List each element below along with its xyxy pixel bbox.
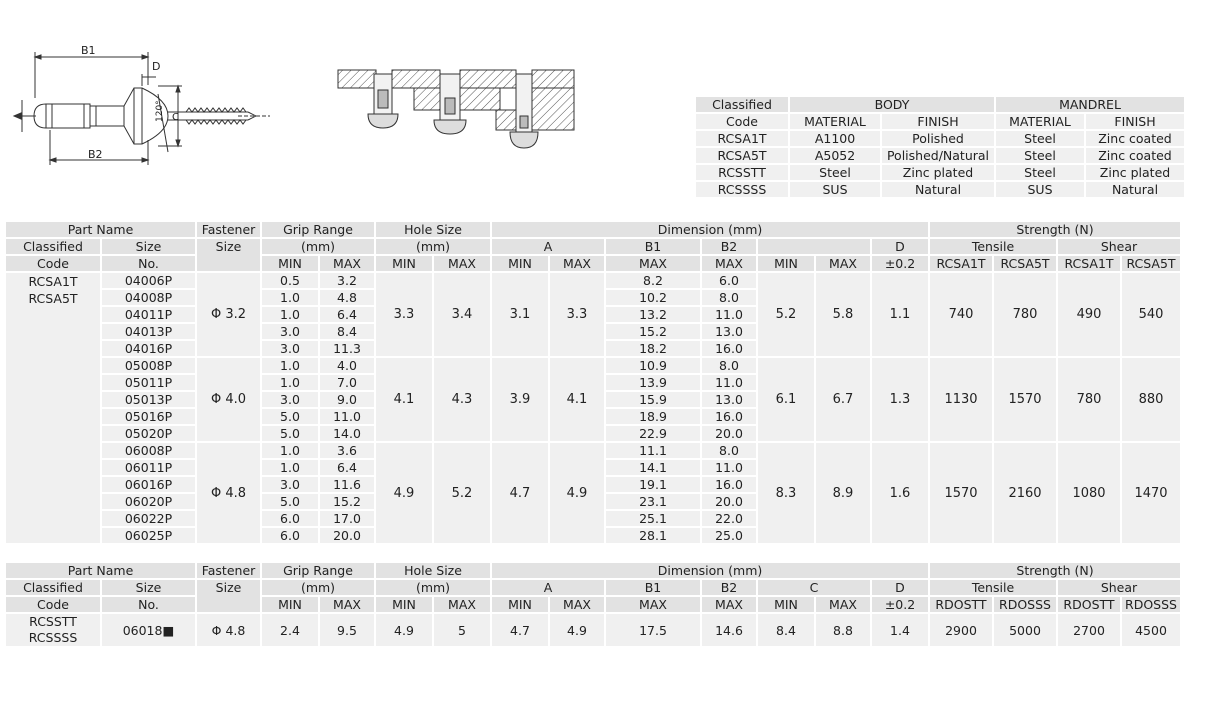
hdr-b2: B2: [702, 580, 756, 595]
hole-max-cell: 5: [434, 614, 490, 646]
grip-max-cell: 14.0: [320, 426, 374, 441]
hdr-classified: Classified: [6, 580, 100, 595]
hdr-b1: B1: [606, 239, 700, 254]
a-min-cell: 3.9: [492, 358, 548, 441]
cell: RCSA5T: [696, 148, 788, 163]
hole-min-cell: 3.3: [376, 273, 432, 356]
tensile-rcsa5t-cell: 1570: [994, 358, 1056, 441]
material-row: [696, 182, 1184, 197]
hdr-grip-range: Grip Range: [262, 222, 374, 237]
hdr-rdostt: RDOSTT: [1058, 597, 1120, 612]
hdr-classified: Classified: [696, 97, 788, 112]
grip-min-cell: 3.0: [262, 341, 318, 356]
tensile-1-cell: 2900: [930, 614, 992, 646]
b2-cell: 16.0: [702, 477, 756, 492]
hdr-dimension: Dimension (mm): [492, 222, 928, 237]
b2-cell: 14.6: [702, 614, 756, 646]
c-max-cell: 5.8: [816, 273, 870, 356]
grip-min-cell: 6.0: [262, 511, 318, 526]
cell: Zinc plated: [1086, 165, 1184, 180]
c-min-cell: 6.1: [758, 358, 814, 441]
b1-cell: 10.9: [606, 358, 700, 373]
c-max-cell: 6.7: [816, 358, 870, 441]
tensile-rcsa5t-cell: 2160: [994, 443, 1056, 543]
grip-max-cell: 17.0: [320, 511, 374, 526]
cell: Polished: [882, 131, 994, 146]
hdr-mandrel-material: MATERIAL: [996, 114, 1084, 129]
tensile-rcsa1t-cell: 1570: [930, 443, 992, 543]
grip-min-cell: 0.5: [262, 273, 318, 288]
hdr-rcsa5t: RCSA5T: [994, 256, 1056, 271]
hdr-code: Code: [6, 597, 100, 612]
cell: Steel: [996, 165, 1084, 180]
b1-cell: 10.2: [606, 290, 700, 305]
size-cell: 05011P: [102, 375, 195, 390]
hdr-rcsa1t: RCSA1T: [1058, 256, 1120, 271]
material-row: [696, 148, 1184, 163]
b2-cell: 25.0: [702, 528, 756, 543]
hdr-code: Code: [696, 114, 788, 129]
grip-max-cell: 9.5: [320, 614, 374, 646]
b1-cell: 19.1: [606, 477, 700, 492]
a-max-cell: 3.3: [550, 273, 604, 356]
grip-max-cell: 11.0: [320, 409, 374, 424]
size-cell: 06020P: [102, 494, 195, 509]
installation-cross-section: [336, 68, 580, 152]
hdr-mandrel-finish: FINISH: [1086, 114, 1184, 129]
b1-cell: 11.1: [606, 443, 700, 458]
size-cell: 04016P: [102, 341, 195, 356]
c-max-cell: 8.8: [816, 614, 870, 646]
shear-rcsa1t-cell: 780: [1058, 358, 1120, 441]
hdr-hole-size: Hole Size: [376, 222, 490, 237]
cell: RCSSSS: [696, 182, 788, 197]
b2-cell: 11.0: [702, 460, 756, 475]
b2-cell: 20.0: [702, 426, 756, 441]
d-cell: 1.1: [872, 273, 928, 356]
hdr-max: MAX: [606, 256, 700, 271]
b1-cell: 15.2: [606, 324, 700, 339]
hdr-classified: Classified: [6, 239, 100, 254]
hdr-size: Size: [102, 580, 195, 595]
hdr-part-name: Part Name: [6, 222, 195, 237]
hdr-tol: ±0.2: [872, 256, 928, 271]
hdr-hole-unit: (mm): [376, 239, 490, 254]
hdr-body-material: MATERIAL: [790, 114, 880, 129]
hdr-b2: B2: [702, 239, 756, 254]
hdr-mandrel: MANDREL: [996, 97, 1184, 112]
size-cell: 04013P: [102, 324, 195, 339]
grip-min-cell: 1.0: [262, 358, 318, 373]
fastener-cell: Φ 4.0: [197, 358, 260, 441]
b2-cell: 8.0: [702, 290, 756, 305]
c-min-cell: 5.2: [758, 273, 814, 356]
d-cell: 1.6: [872, 443, 928, 543]
grip-min-cell: 3.0: [262, 392, 318, 407]
a-min-cell: 4.7: [492, 443, 548, 543]
hdr-rcsa1t: RCSA1T: [930, 256, 992, 271]
cell: SUS: [790, 182, 880, 197]
grip-max-cell: 20.0: [320, 528, 374, 543]
table-row: [6, 273, 1180, 288]
hdr-tol: ±0.2: [872, 597, 928, 612]
size-cell: 06025P: [102, 528, 195, 543]
b1-cell: 25.1: [606, 511, 700, 526]
hdr-strength: Strength (N): [930, 563, 1180, 578]
hdr-grip-unit: (mm): [262, 580, 374, 595]
code-cell: [6, 614, 100, 646]
hdr-body: BODY: [790, 97, 994, 112]
b1-cell: 8.2: [606, 273, 700, 288]
hdr-max: MAX: [702, 597, 756, 612]
cell: Steel: [996, 148, 1084, 163]
classified-code: RCSA5T: [28, 291, 78, 306]
grip-max-cell: 3.6: [320, 443, 374, 458]
b2-cell: 13.0: [702, 324, 756, 339]
hdr-max: MAX: [320, 256, 374, 271]
hdr-shear: Shear: [1058, 239, 1180, 254]
grip-min-cell: 1.0: [262, 290, 318, 305]
table-row: [6, 443, 1180, 458]
cell: Zinc plated: [882, 165, 994, 180]
grip-max-cell: 11.3: [320, 341, 374, 356]
hdr-max: MAX: [606, 597, 700, 612]
grip-max-cell: 6.4: [320, 307, 374, 322]
hdr-max: MAX: [434, 597, 490, 612]
cell: RCSA1T: [696, 131, 788, 146]
grip-min-cell: 5.0: [262, 494, 318, 509]
b1-cell: 13.2: [606, 307, 700, 322]
classified-code-cell: [6, 273, 100, 543]
b2-cell: 13.0: [702, 392, 756, 407]
grip-max-cell: 9.0: [320, 392, 374, 407]
hdr-rdostt: RDOSTT: [930, 597, 992, 612]
fastener-cell: Φ 4.8: [197, 614, 260, 646]
a-min-cell: 4.7: [492, 614, 548, 646]
hdr-a: A: [492, 239, 604, 254]
hdr-fastener: Fastener: [197, 222, 260, 237]
cell: Natural: [1086, 182, 1184, 197]
hdr-rcsa5t: RCSA5T: [1122, 256, 1180, 271]
hole-min-cell: 4.9: [376, 614, 432, 646]
hdr-min: MIN: [376, 256, 432, 271]
grip-min-cell: 5.0: [262, 426, 318, 441]
hdr-min: MIN: [376, 597, 432, 612]
b2-cell: 6.0: [702, 273, 756, 288]
d-cell: 1.4: [872, 614, 928, 646]
grip-max-cell: 8.4: [320, 324, 374, 339]
hdr-grip-unit: (mm): [262, 239, 374, 254]
label-b1: B1: [81, 44, 96, 57]
grip-min-cell: 1.0: [262, 443, 318, 458]
b1-cell: 14.1: [606, 460, 700, 475]
shear-rcsa1t-cell: 490: [1058, 273, 1120, 356]
d-cell: 1.3: [872, 358, 928, 441]
b2-cell: 16.0: [702, 409, 756, 424]
grip-min-cell: 2.4: [262, 614, 318, 646]
hdr-tensile: Tensile: [930, 239, 1056, 254]
cell: Zinc coated: [1086, 131, 1184, 146]
hdr-min: MIN: [758, 256, 814, 271]
tensile-rcsa1t-cell: 1130: [930, 358, 992, 441]
b2-cell: 11.0: [702, 307, 756, 322]
b2-cell: 8.0: [702, 443, 756, 458]
size-cell: 05020P: [102, 426, 195, 441]
b2-cell: 16.0: [702, 341, 756, 356]
hole-max-cell: 3.4: [434, 273, 490, 356]
hdr-fastener-size: Size: [197, 580, 260, 612]
label-d: D: [152, 60, 161, 73]
hdr-d: D: [872, 580, 928, 595]
c-min-cell: 8.3: [758, 443, 814, 543]
hdr-max: MAX: [434, 256, 490, 271]
b1-cell: 13.9: [606, 375, 700, 390]
size-cell: 04011P: [102, 307, 195, 322]
c-max-cell: 8.9: [816, 443, 870, 543]
grip-min-cell: 6.0: [262, 528, 318, 543]
grip-max-cell: 4.8: [320, 290, 374, 305]
hdr-rdosss: RDOSSS: [994, 597, 1056, 612]
hdr-fastener-size: Size: [197, 239, 260, 271]
classified-code: RCSA1T: [28, 274, 78, 289]
size-cell: 05008P: [102, 358, 195, 373]
a-max-cell: 4.9: [550, 614, 604, 646]
cell: Natural: [882, 182, 994, 197]
fastener-cell: Φ 4.8: [197, 443, 260, 543]
cell: SUS: [996, 182, 1084, 197]
cell: Steel: [790, 165, 880, 180]
shear-2-cell: 4500: [1122, 614, 1180, 646]
hdr-code: Code: [6, 256, 100, 271]
b2-cell: 22.0: [702, 511, 756, 526]
b2-cell: 11.0: [702, 375, 756, 390]
hole-min-cell: 4.1: [376, 358, 432, 441]
cell: Polished/Natural: [882, 148, 994, 163]
label-c: C: [172, 112, 179, 123]
grip-min-cell: 5.0: [262, 409, 318, 424]
hdr-hole-size: Hole Size: [376, 563, 490, 578]
shear-rcsa5t-cell: 1470: [1122, 443, 1180, 543]
hdr-max: MAX: [320, 597, 374, 612]
code-1: RCSSTT: [29, 614, 77, 629]
hdr-hole-unit: (mm): [376, 580, 490, 595]
size-cell: 04008P: [102, 290, 195, 305]
grip-max-cell: 11.6: [320, 477, 374, 492]
code-2: RCSSSS: [28, 630, 78, 645]
size-cell: 06008P: [102, 443, 195, 458]
shear-rcsa5t-cell: 880: [1122, 358, 1180, 441]
hdr-rdosss: RDOSSS: [1122, 597, 1180, 612]
a-min-cell: 3.1: [492, 273, 548, 356]
spec-table-stainless: [4, 561, 1182, 648]
hole-max-cell: 4.3: [434, 358, 490, 441]
size-cell: 05016P: [102, 409, 195, 424]
hdr-max: MAX: [816, 256, 870, 271]
hdr-c: C: [758, 580, 870, 595]
size-cell: 04006P: [102, 273, 195, 288]
hdr-min: MIN: [262, 597, 318, 612]
hdr-tensile: Tensile: [930, 580, 1056, 595]
rivet-dimension-drawing: [8, 40, 278, 175]
hdr-d: D: [872, 239, 928, 254]
grip-min-cell: 1.0: [262, 460, 318, 475]
hdr-max: MAX: [816, 597, 870, 612]
grip-min-cell: 1.0: [262, 375, 318, 390]
materials-table: [694, 95, 1186, 199]
hdr-min: MIN: [262, 256, 318, 271]
b1-cell: 28.1: [606, 528, 700, 543]
b2-cell: 20.0: [702, 494, 756, 509]
cell: Zinc coated: [1086, 148, 1184, 163]
size-cell: 06016P: [102, 477, 195, 492]
hdr-part-name: Part Name: [6, 563, 195, 578]
hdr-min: MIN: [492, 597, 548, 612]
hdr-fastener: Fastener: [197, 563, 260, 578]
grip-min-cell: 3.0: [262, 324, 318, 339]
b1-cell: 17.5: [606, 614, 700, 646]
table-row: [6, 358, 1180, 373]
grip-max-cell: 3.2: [320, 273, 374, 288]
tensile-2-cell: 5000: [994, 614, 1056, 646]
grip-min-cell: 3.0: [262, 477, 318, 492]
cell: A5052: [790, 148, 880, 163]
hdr-max: MAX: [550, 597, 604, 612]
size-cell: 06011P: [102, 460, 195, 475]
hdr-strength: Strength (N): [930, 222, 1180, 237]
hole-max-cell: 5.2: [434, 443, 490, 543]
b2-cell: 8.0: [702, 358, 756, 373]
grip-max-cell: 15.2: [320, 494, 374, 509]
hdr-size: Size: [102, 239, 195, 254]
b1-cell: 23.1: [606, 494, 700, 509]
size-cell: 06022P: [102, 511, 195, 526]
grip-max-cell: 4.0: [320, 358, 374, 373]
hdr-shear: Shear: [1058, 580, 1180, 595]
spec-table: [4, 220, 1182, 545]
grip-max-cell: 6.4: [320, 460, 374, 475]
table-row: [6, 614, 1180, 646]
cell: RCSSTT: [696, 165, 788, 180]
label-b2: B2: [88, 148, 103, 161]
hdr-c-blank: [758, 239, 870, 254]
a-max-cell: 4.9: [550, 443, 604, 543]
cell: Steel: [996, 131, 1084, 146]
hdr-body-finish: FINISH: [882, 114, 994, 129]
fastener-cell: Φ 3.2: [197, 273, 260, 356]
tensile-rcsa1t-cell: 740: [930, 273, 992, 356]
hdr-a: A: [492, 580, 604, 595]
shear-rcsa5t-cell: 540: [1122, 273, 1180, 356]
cell: A1100: [790, 131, 880, 146]
hdr-b1: B1: [606, 580, 700, 595]
grip-max-cell: 7.0: [320, 375, 374, 390]
hdr-no: No.: [102, 597, 195, 612]
c-min-cell: 8.4: [758, 614, 814, 646]
b1-cell: 18.9: [606, 409, 700, 424]
hdr-grip-range: Grip Range: [262, 563, 374, 578]
tensile-rcsa5t-cell: 780: [994, 273, 1056, 356]
material-row: [696, 131, 1184, 146]
label-angle: 120°: [155, 100, 165, 122]
material-row: [696, 165, 1184, 180]
hole-min-cell: 4.9: [376, 443, 432, 543]
hdr-min: MIN: [492, 256, 548, 271]
hdr-no: No.: [102, 256, 195, 271]
hdr-dimension: Dimension (mm): [492, 563, 928, 578]
grip-min-cell: 1.0: [262, 307, 318, 322]
hdr-max: MAX: [550, 256, 604, 271]
b1-cell: 18.2: [606, 341, 700, 356]
hdr-max: MAX: [702, 256, 756, 271]
hdr-min: MIN: [758, 597, 814, 612]
size-cell: 05013P: [102, 392, 195, 407]
shear-rcsa1t-cell: 1080: [1058, 443, 1120, 543]
b1-cell: 22.9: [606, 426, 700, 441]
shear-1-cell: 2700: [1058, 614, 1120, 646]
size-cell: 06018■: [102, 614, 195, 646]
a-max-cell: 4.1: [550, 358, 604, 441]
b1-cell: 15.9: [606, 392, 700, 407]
